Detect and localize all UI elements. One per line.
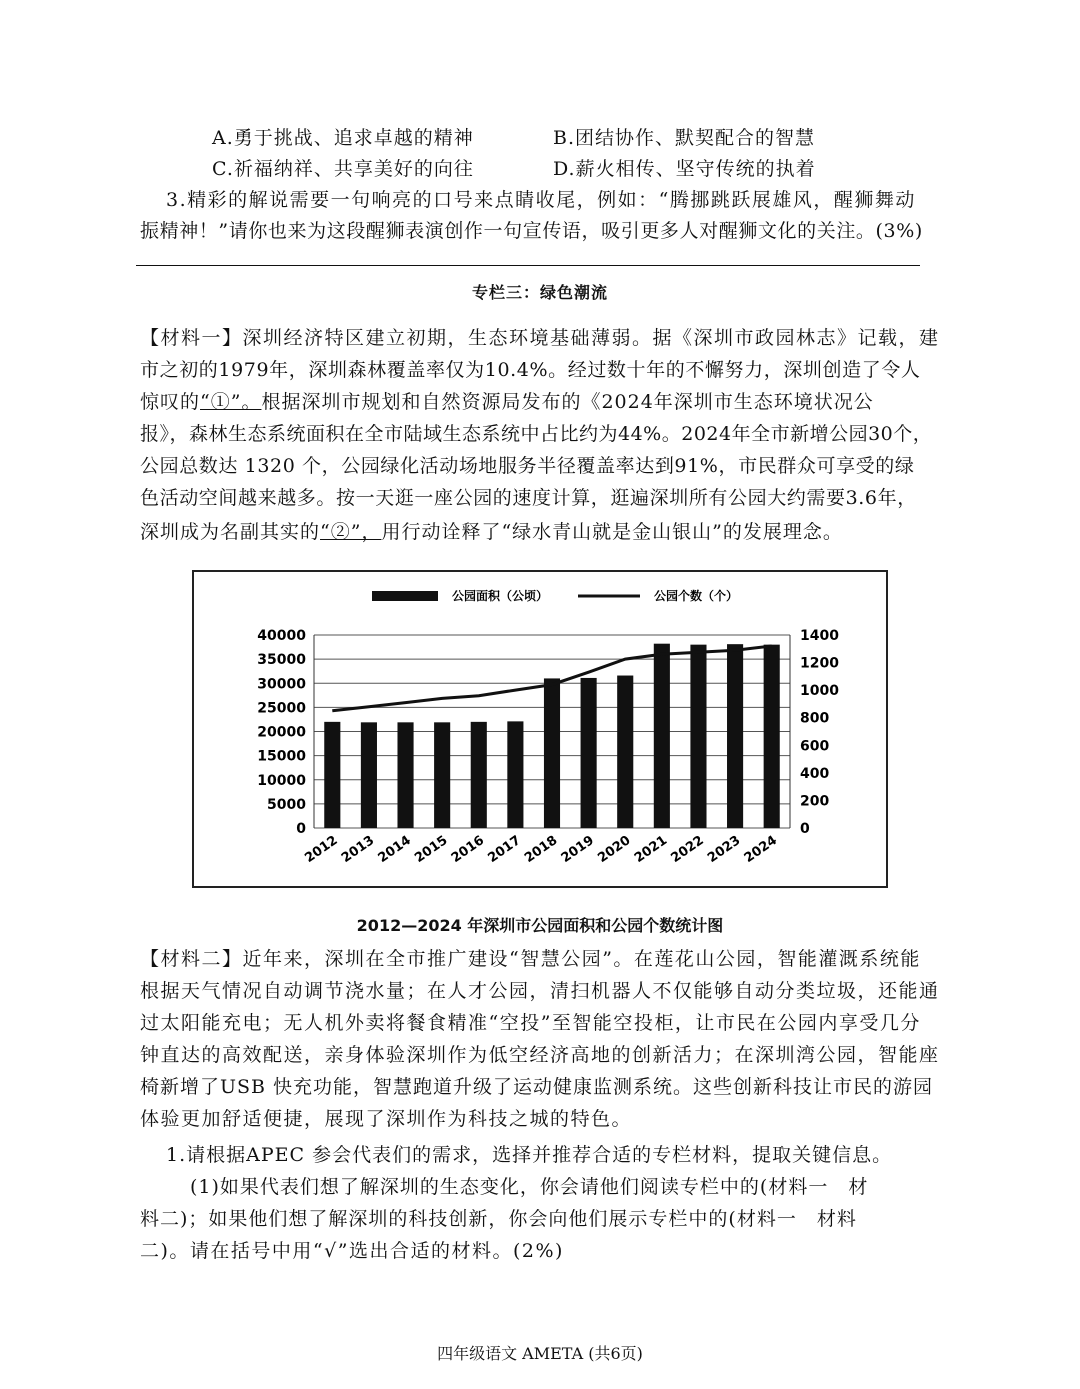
left-tick-label: 10000: [257, 772, 306, 789]
x-tick-label: 2019: [558, 832, 597, 867]
x-tick-label: 2020: [595, 832, 634, 867]
bar-2018: [544, 678, 560, 828]
bar-2013: [361, 722, 377, 828]
x-tick-label: 2012: [302, 832, 341, 867]
blank-1: “①”。: [200, 391, 262, 413]
right-tick-label: 1000: [800, 683, 839, 700]
material1-line-1: 【材料一】深圳经济特区建立初期，生态环境基础薄弱。据《深圳市政园林志》记载，建: [140, 327, 940, 349]
left-tick-label: 5000: [267, 796, 306, 813]
blank-2: “②”，: [320, 521, 382, 543]
left-tick-label: 0: [296, 821, 306, 837]
material1-line-7: [140, 517, 843, 544]
right-tick-label: 200: [800, 793, 830, 810]
question-3-line-2: 振精神！”请你也来为这段醒狮表演创作一句宣传语，吸引更多人对醒狮文化的关注。(3%): [140, 220, 923, 242]
page-footer: 四年级语文 AMETA (共6页): [437, 1344, 643, 1363]
material1-line-3a: 惊叹的: [140, 391, 201, 413]
bar-2022: [690, 645, 706, 828]
section-divider: [136, 265, 920, 266]
x-tick-label: 2017: [485, 832, 524, 867]
bar-2020: [617, 676, 633, 828]
material2-line-1: 【材料二】近年来，深圳在全市推广建设“智慧公园”。在莲花山公园，智能灌溉系统能: [140, 948, 921, 970]
question-1-line-1: 1.请根据APEC 参会代表们的需求，选择并推荐合适的专栏材料，提取关键信息。: [166, 1144, 893, 1166]
x-tick-label: 2014: [375, 832, 414, 867]
bar-2012: [324, 722, 340, 828]
bar-2014: [397, 722, 413, 828]
right-tick-label: 800: [800, 710, 830, 727]
question-3-line-1: 3.精彩的解说需要一句响亮的口号来点睛收尾，例如：“腾挪跳跃展雄风，醒狮舞动: [166, 189, 916, 211]
option-b: B.团结协作、默契配合的智慧: [553, 127, 816, 149]
material2-line-3: 过太阳能充电；无人机外卖将餐食精准“空投”至智能空投柜，让市民在公园内享受几分: [140, 1012, 921, 1034]
x-tick-label: 2024: [741, 832, 780, 867]
right-tick-label: 400: [800, 765, 830, 782]
x-tick-label: 2015: [412, 832, 451, 867]
material1-line-6: 色活动空间越来越多。按一天逛一座公园的速度计算，逛遍深圳所有公园大约需要3.6年，: [140, 487, 917, 509]
option-d: D.薪火相传、坚守传统的执着: [553, 158, 816, 180]
chart-left-axis: [257, 628, 306, 837]
chart-legend: [372, 588, 738, 603]
left-tick-label: 35000: [257, 652, 306, 669]
left-tick-label: 15000: [257, 748, 306, 765]
material1-line-5: 公园总数达 1320 个，公园绿化活动场地服务半径覆盖率达到91%，市民群众可享受的绿: [140, 455, 915, 477]
chart-bars: [324, 644, 779, 828]
material2-line-2: 根据天气情况自动调节浇水量；在人才公园，清扫机器人不仅能够自动分类垃圾，还能通: [140, 980, 940, 1002]
question-1-line-2: (1)如果代表们想了解深圳的生态变化，你会请他们阅读专栏中的(材料一 材: [190, 1176, 869, 1198]
option-a: A.勇于挑战、追求卓越的精神: [212, 127, 474, 149]
bar-2016: [471, 722, 487, 828]
material1-line-3c: 根据深圳市规划和自然资源局发布的《2024年深圳市生态环境状况公: [261, 391, 874, 413]
bar-2023: [727, 644, 743, 828]
material2-line-5: 椅新增了USB 快充功能，智慧跑道升级了运动健康监测系统。这些创新科技让市民的游园: [140, 1076, 934, 1098]
bar-2015: [434, 722, 450, 828]
x-tick-label: 2018: [522, 832, 561, 867]
legend-line-label: 公园个数（个）: [654, 589, 739, 603]
material1-line-7c: 用行动诠释了“绿水青山就是金山银山”的发展理念。: [381, 521, 843, 543]
bar-2024: [764, 645, 780, 828]
chart-right-axis: [800, 628, 839, 837]
left-tick-label: 40000: [257, 628, 306, 644]
x-tick-label: 2013: [338, 832, 378, 867]
material2-line-6: 体验更加舒适便捷，展现了深圳作为科技之城的特色。: [140, 1108, 633, 1130]
question-1-line-4: 二)。请在括号中用“√”选出合适的材料。(2%): [140, 1240, 564, 1262]
option-c: C.祈福纳祥、共享美好的向往: [212, 158, 474, 180]
bar-2021: [654, 644, 670, 828]
legend-bar-label: 公园面积（公顷）: [452, 589, 549, 603]
material2-line-4: 钟直达的高效配送，亲身体验深圳作为低空经济高地的创新活力；在深圳湾公园，智能座: [140, 1044, 940, 1066]
chart-caption: 2012—2024 年深圳市公园面积和公园个数统计图: [356, 916, 724, 935]
x-tick-label: 2021: [631, 832, 671, 867]
park-chart-frame: [192, 570, 888, 888]
question-1-line-3: 料二)；如果他们想了解深圳的科技创新，你会向他们展示专栏中的(材料一 材料: [140, 1208, 857, 1230]
legend-bar-swatch: [372, 591, 438, 601]
right-tick-label: 1200: [800, 655, 839, 672]
x-tick-label: 2016: [448, 832, 488, 867]
chart-x-axis: [302, 833, 780, 866]
material1-line-7a: 深圳成为名副其实的: [140, 521, 321, 543]
bar-2017: [507, 721, 523, 828]
left-tick-label: 20000: [257, 724, 306, 741]
left-tick-label: 30000: [257, 676, 306, 693]
material1-line-3: [140, 387, 874, 414]
x-tick-label: 2023: [705, 832, 744, 867]
right-tick-label: 600: [800, 738, 830, 755]
right-tick-label: 1400: [800, 628, 839, 644]
left-tick-label: 25000: [257, 700, 306, 717]
section-title: 专栏三：绿色潮流: [471, 283, 608, 302]
bar-2019: [581, 678, 597, 828]
x-tick-label: 2022: [668, 832, 707, 867]
material1-line-4: 报》，森林生态系统面积在全市陆域生态系统中占比约为44%。2024年全市新增公园30个，: [140, 423, 933, 445]
material1-line-2: 市之初的1979年，深圳森林覆盖率仅为10.4%。经过数十年的不懈努力，深圳创造了令人: [140, 359, 921, 381]
park-chart: [194, 572, 886, 886]
right-tick-label: 0: [800, 821, 810, 837]
